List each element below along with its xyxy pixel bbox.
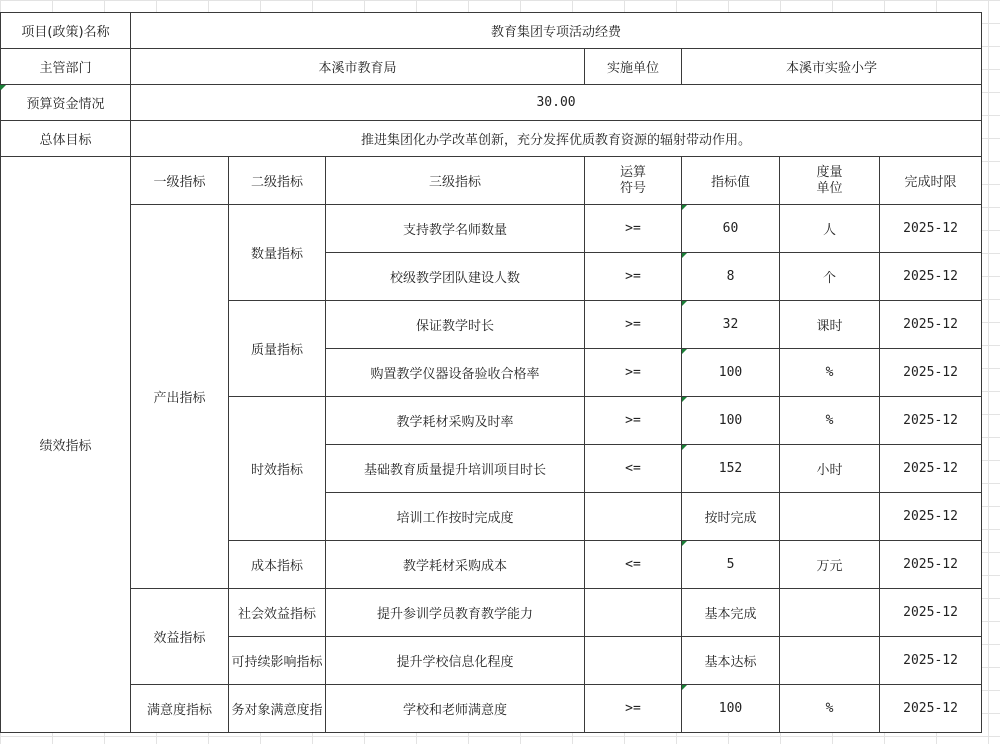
indicator-deadline[interactable]: 2025-12 — [880, 349, 982, 397]
indicator-operator[interactable]: >= — [585, 253, 682, 301]
goal-label[interactable]: 总体目标 — [1, 121, 131, 157]
indicator-unit[interactable] — [780, 637, 880, 685]
indicator-unit[interactable]: % — [780, 349, 880, 397]
dept-label[interactable]: 主管部门 — [1, 49, 131, 85]
group-output[interactable]: 产出指标 — [131, 205, 229, 589]
indicator-unit[interactable]: % — [780, 685, 880, 733]
indicator-deadline[interactable]: 2025-12 — [880, 445, 982, 493]
header-unit-line2: 单位 — [816, 180, 843, 196]
group-satisfaction[interactable]: 满意度指标 — [131, 685, 229, 733]
indicator-deadline[interactable]: 2025-12 — [880, 685, 982, 733]
group-quantity[interactable]: 数量指标 — [229, 205, 326, 301]
group-sustainable-impact[interactable]: 可持续影响指标 — [229, 637, 326, 685]
indicator-unit[interactable]: 万元 — [780, 541, 880, 589]
header-deadline[interactable]: 完成时限 — [880, 157, 982, 205]
indicator-deadline[interactable]: 2025-12 — [880, 301, 982, 349]
impl-value[interactable]: 本溪市实验小学 — [682, 49, 982, 85]
indicator-value[interactable]: 100 — [682, 685, 780, 733]
indicator-operator[interactable]: >= — [585, 349, 682, 397]
indicator-value[interactable]: 60 — [682, 205, 780, 253]
indicator-name[interactable]: 培训工作按时完成度 — [326, 493, 585, 541]
indicator-value[interactable]: 5 — [682, 541, 780, 589]
goal-value[interactable]: 推进集团化办学改革创新，充分发挥优质教育资源的辐射带动作用。 — [131, 121, 982, 157]
comment-marker — [0, 85, 5, 90]
indicator-value[interactable]: 100 — [682, 397, 780, 445]
indicator-operator[interactable] — [585, 637, 682, 685]
budget-value[interactable]: 30.00 — [131, 85, 982, 121]
header-operator-line1: 运算 — [619, 164, 646, 180]
indicator-deadline[interactable]: 2025-12 — [880, 541, 982, 589]
indicator-deadline[interactable]: 2025-12 — [880, 589, 982, 637]
performance-target-table — [0, 12, 982, 733]
indicator-name[interactable]: 教学耗材采购成本 — [326, 541, 585, 589]
indicator-deadline[interactable]: 2025-12 — [880, 493, 982, 541]
indicator-name[interactable]: 提升参训学员教育教学能力 — [326, 589, 585, 637]
indicator-deadline[interactable]: 2025-12 — [880, 205, 982, 253]
indicator-operator[interactable] — [585, 493, 682, 541]
indicator-name[interactable]: 支持教学名师数量 — [326, 205, 585, 253]
indicator-unit[interactable]: 小时 — [780, 445, 880, 493]
indicator-name[interactable]: 学校和老师满意度 — [326, 685, 585, 733]
group-timeliness[interactable]: 时效指标 — [229, 397, 326, 541]
header-level2[interactable]: 二级指标 — [229, 157, 326, 205]
group-benefit[interactable]: 效益指标 — [131, 589, 229, 685]
indicator-value[interactable]: 152 — [682, 445, 780, 493]
indicator-value[interactable]: 100 — [682, 349, 780, 397]
indicator-value[interactable]: 基本达标 — [682, 637, 780, 685]
budget-label[interactable]: 预算资金情况 — [1, 85, 131, 121]
indicator-operator[interactable]: >= — [585, 205, 682, 253]
indicator-operator[interactable]: >= — [585, 685, 682, 733]
indicator-value[interactable]: 基本完成 — [682, 589, 780, 637]
project-name-value[interactable]: 教育集团专项活动经费 — [131, 13, 982, 49]
indicator-operator[interactable]: <= — [585, 445, 682, 493]
indicator-name[interactable]: 基础教育质量提升培训项目时长 — [326, 445, 585, 493]
header-level1[interactable]: 一级指标 — [131, 157, 229, 205]
header-unit[interactable] — [780, 157, 880, 205]
indicator-unit[interactable]: 个 — [780, 253, 880, 301]
indicator-value[interactable]: 32 — [682, 301, 780, 349]
indicator-unit[interactable] — [780, 589, 880, 637]
group-quality[interactable]: 质量指标 — [229, 301, 326, 397]
indicator-value[interactable]: 8 — [682, 253, 780, 301]
indicator-value[interactable]: 按时完成 — [682, 493, 780, 541]
indicator-unit[interactable]: % — [780, 397, 880, 445]
indicator-name[interactable]: 提升学校信息化程度 — [326, 637, 585, 685]
indicator-deadline[interactable]: 2025-12 — [880, 397, 982, 445]
indicator-name[interactable]: 购置教学仪器设备验收合格率 — [326, 349, 585, 397]
group-cost[interactable]: 成本指标 — [229, 541, 326, 589]
header-operator-line2: 符号 — [619, 180, 646, 196]
indicator-unit[interactable] — [780, 493, 880, 541]
header-value[interactable]: 指标值 — [682, 157, 780, 205]
project-name-label[interactable]: 项目(政策)名称 — [1, 13, 131, 49]
group-service-satisfaction[interactable]: 务对象满意度指 — [229, 685, 326, 733]
indicator-operator[interactable]: >= — [585, 301, 682, 349]
indicator-operator[interactable]: <= — [585, 541, 682, 589]
header-unit-line1: 度量 — [816, 164, 843, 180]
header-level3[interactable]: 三级指标 — [326, 157, 585, 205]
perf-label[interactable]: 绩效指标 — [1, 157, 131, 733]
indicator-name[interactable]: 教学耗材采购及时率 — [326, 397, 585, 445]
dept-value[interactable]: 本溪市教育局 — [131, 49, 585, 85]
impl-label[interactable]: 实施单位 — [585, 49, 682, 85]
group-social-benefit[interactable]: 社会效益指标 — [229, 589, 326, 637]
indicator-unit[interactable]: 课时 — [780, 301, 880, 349]
indicator-deadline[interactable]: 2025-12 — [880, 637, 982, 685]
header-operator[interactable] — [585, 157, 682, 205]
indicator-name[interactable]: 校级教学团队建设人数 — [326, 253, 585, 301]
indicator-name[interactable]: 保证教学时长 — [326, 301, 585, 349]
indicator-operator[interactable]: >= — [585, 397, 682, 445]
indicator-operator[interactable] — [585, 589, 682, 637]
indicator-unit[interactable]: 人 — [780, 205, 880, 253]
indicator-deadline[interactable]: 2025-12 — [880, 253, 982, 301]
